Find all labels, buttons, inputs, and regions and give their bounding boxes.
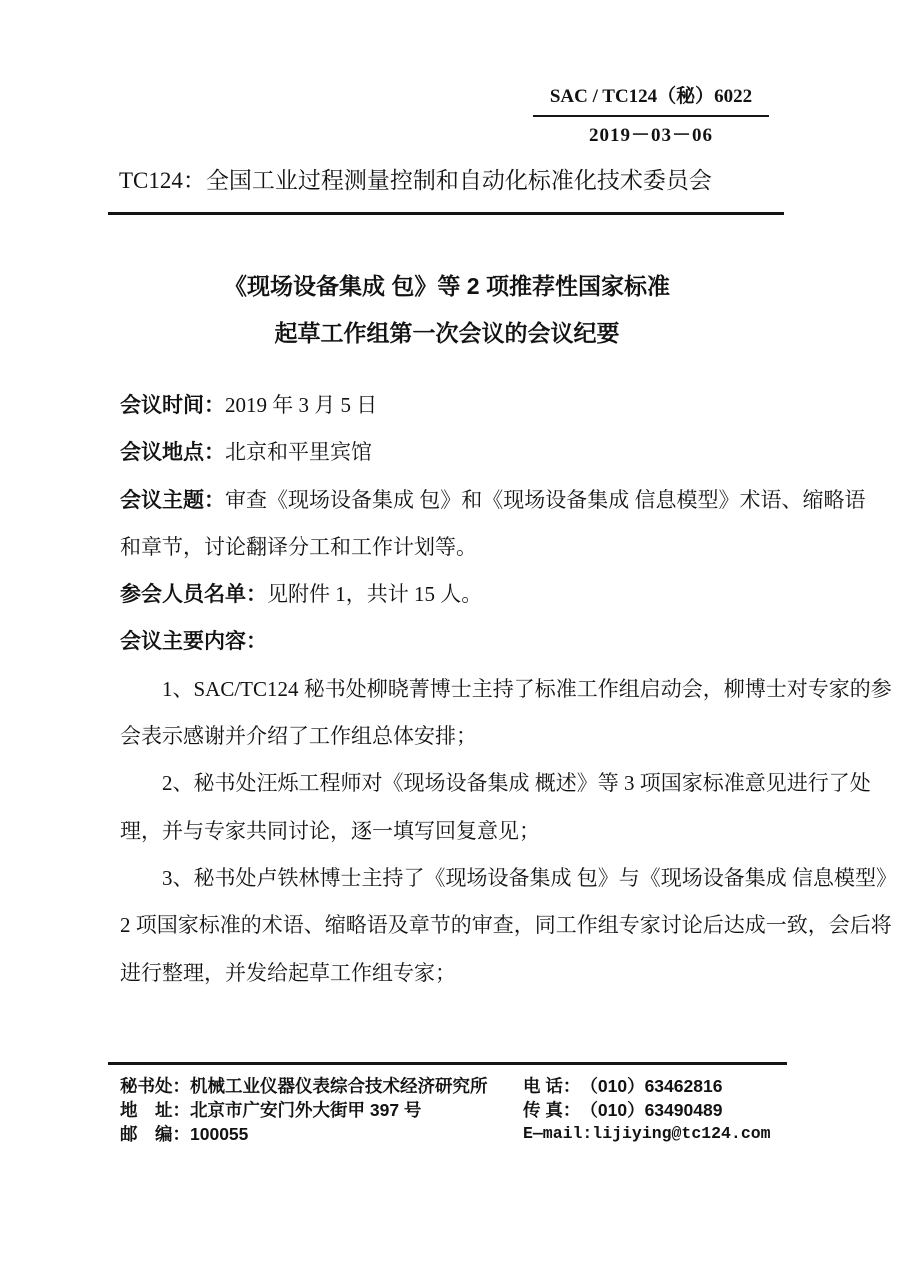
field-value: 审查《现场设备集成 包》和《现场设备集成 信息模型》术语、缩略语	[225, 487, 866, 512]
body-line	[120, 902, 892, 949]
footer-phone	[523, 1074, 771, 1098]
field-label: 会议时间：	[120, 394, 225, 417]
footer-value: 北京市广安门外大街甲 397 号	[190, 1100, 422, 1120]
footer-label: 邮 编：	[120, 1124, 190, 1144]
body-line	[120, 760, 871, 807]
field-value: 1、SAC/TC124 秘书处柳晓菁博士主持了标准工作组启动会，柳博士对专家的参	[162, 676, 892, 701]
doc-number-underline	[533, 115, 769, 117]
field-label: 会议主题：	[120, 488, 225, 512]
doc-date: 2019－03－06	[588, 125, 713, 146]
field-value: 3、秘书处卢铁林博士主持了《现场设备集成 包》与《现场设备集成 信息模型》	[162, 865, 897, 890]
body-line	[120, 382, 790, 429]
footer-divider	[108, 1062, 787, 1065]
footer-right-column	[523, 1074, 771, 1146]
doc-number-block	[533, 84, 769, 148]
body-text	[120, 382, 897, 997]
footer-label: 电 话：	[523, 1076, 581, 1096]
footer-value: （010）63462816	[580, 1076, 723, 1096]
body-line	[120, 713, 790, 760]
title-line-1: 《现场设备集成 包》等 2 项推荐性国家标准	[224, 273, 670, 299]
footer-value: 机械工业仪器仪表综合技术经济研究所	[190, 1076, 488, 1096]
footer-fax	[523, 1098, 771, 1122]
footer-value: E—mail:lijiying@tc124.com	[523, 1124, 771, 1143]
field-value: 北京和平里宾馆	[225, 440, 372, 465]
body-line	[120, 618, 790, 665]
footer-label: 地 址：	[120, 1100, 190, 1120]
body-line	[120, 524, 790, 571]
field-label: 会议主要内容：	[120, 630, 267, 654]
title-line-2: 起草工作组第一次会议的会议纪要	[274, 320, 620, 346]
footer-secretariat	[120, 1074, 488, 1098]
footer-value: 100055	[190, 1124, 249, 1144]
footer-label: 传 真：	[523, 1100, 581, 1120]
body-line	[120, 950, 790, 997]
footer-left-column	[120, 1074, 488, 1146]
header-divider	[108, 212, 784, 215]
field-value: 2、秘书处汪烁工程师对《现场设备集成 概述》等 3 项国家标准意见进行了处	[162, 771, 871, 796]
committee-name: TC124：全国工业过程测量控制和自动化标准化技术委员会	[119, 168, 712, 193]
field-value: 见附件 1，共计 15 人。	[267, 582, 483, 607]
footer-value: （010）63490489	[580, 1100, 723, 1120]
body-line	[120, 571, 790, 618]
field-label: 参会人员名单：	[120, 583, 267, 607]
body-line	[120, 666, 892, 713]
document-title	[108, 271, 786, 348]
field-value: 理，并与专家共同讨论，逐一填写回复意见；	[120, 818, 540, 843]
footer-email	[523, 1122, 771, 1146]
field-value: 和章节，讨论翻译分工和工作计划等。	[120, 534, 477, 559]
body-line	[120, 808, 790, 855]
footer-label: 秘书处：	[120, 1076, 190, 1096]
body-line	[120, 429, 790, 476]
body-line	[120, 477, 866, 524]
body-line	[120, 855, 897, 902]
footer-postcode	[120, 1122, 488, 1146]
field-value: 会表示感谢并介绍了工作组总体安排；	[120, 724, 477, 749]
field-value: 进行整理，并发给起草工作组专家；	[120, 960, 456, 985]
field-label: 会议地点：	[120, 441, 225, 465]
footer-address	[120, 1098, 488, 1122]
doc-number: SAC / TC124（秘）6022	[549, 86, 753, 107]
field-value: 2019 年 3 月 5 日	[225, 393, 378, 417]
field-value: 2 项国家标准的术语、缩略语及章节的审查，同工作组专家讨论后达成一致，会后将	[120, 913, 892, 938]
